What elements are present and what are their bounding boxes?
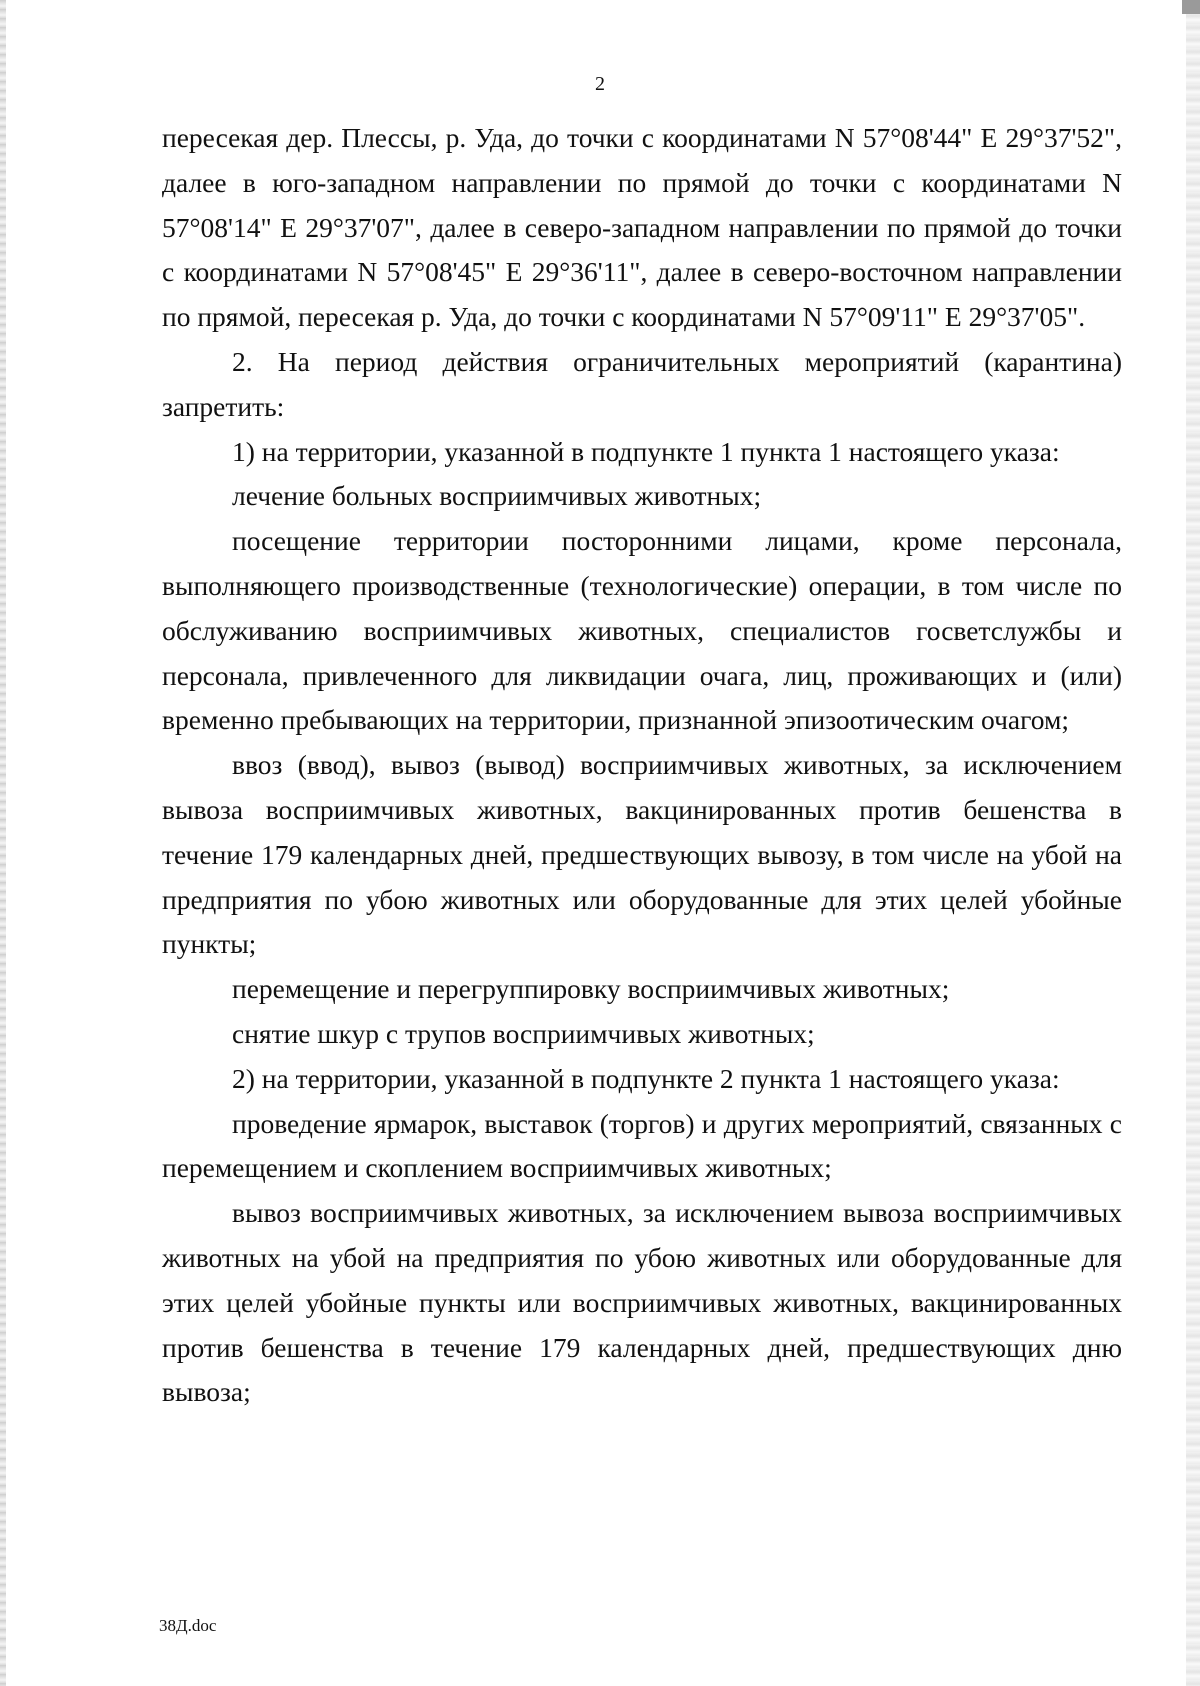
paragraph-coordinates: пересекая дер. Плессы, р. Уда, до точки с координатами N 57°08'44" E 29°37'52", далее в юго-западном направлении по прямой до точки с координатами N 57°08'14" E 29°37'07", далее в северо-западном направлении по прямой до точки с координатами N 57°08'45" E 29°36'11", далее в северо-восточном направлении по прямой, пересекая р. Уда, до точки с координатами N 57°09'11" E 29°37'05".	[162, 122, 1122, 333]
paragraph-skins: снятие шкур с трупов восприимчивых животных;	[232, 1017, 815, 1049]
paragraph-export: вывоз восприимчивых животных, за исключением вывоза восприимчивых животных на убой на предприятия по убою животных или оборудованные для этих целей убойные пункты или восприимчивых животных, вакцинированных против бешенства в течение 179 календарных дней, предшествующих дню вывоза;	[162, 1197, 1122, 1408]
paragraph-fairs: проведение ярмарок, выставок (торгов) и других мероприятий, связанных с перемещением и скоплением восприимчивых животных;	[162, 1107, 1122, 1184]
paragraph-movement: перемещение и перегруппировку восприимчивых животных;	[232, 973, 950, 1005]
scan-edge-right	[1186, 0, 1200, 1686]
page-number: 2	[595, 73, 605, 95]
document-body	[162, 116, 1122, 1415]
paragraph-import-export: ввоз (ввод), вывоз (вывод) восприимчивых животных, за исключением вывоза восприимчивых животных, вакцинированных против бешенства в течение 179 календарных дней, предшествующих вывозу, в том числе на убой на предприятия по убою животных или оборудованные для этих целей убойные пункты;	[162, 749, 1122, 960]
paragraph-visits: посещение территории посторонними лицами, кроме персонала, выполняющего производственные (технологические) операции, в том числе по обслуживанию восприимчивых животных, специалистов госветслужбы и персонала, привлеченного для ликвидации очага, лиц, проживающих и (или) временно пребывающих на территории, признанной эпизоотическим очагом;	[162, 525, 1122, 736]
paragraph-treatment: лечение больных восприимчивых животных;	[232, 480, 762, 512]
paragraph-subitem-2: 2) на территории, указанной в подпункте 2 пункта 1 настоящего указа:	[232, 1062, 1060, 1094]
paragraph-item-2: 2. На период действия ограничительных мероприятий (карантина) запретить:	[162, 345, 1122, 422]
footer-filename: 38Д.doc	[159, 1616, 217, 1635]
paragraph-subitem-1: 1) на территории, указанной в подпункте 1 пункта 1 настоящего указа:	[232, 435, 1060, 467]
scan-edge-left	[0, 0, 6, 1686]
scan-corner-mark	[1182, 0, 1200, 14]
